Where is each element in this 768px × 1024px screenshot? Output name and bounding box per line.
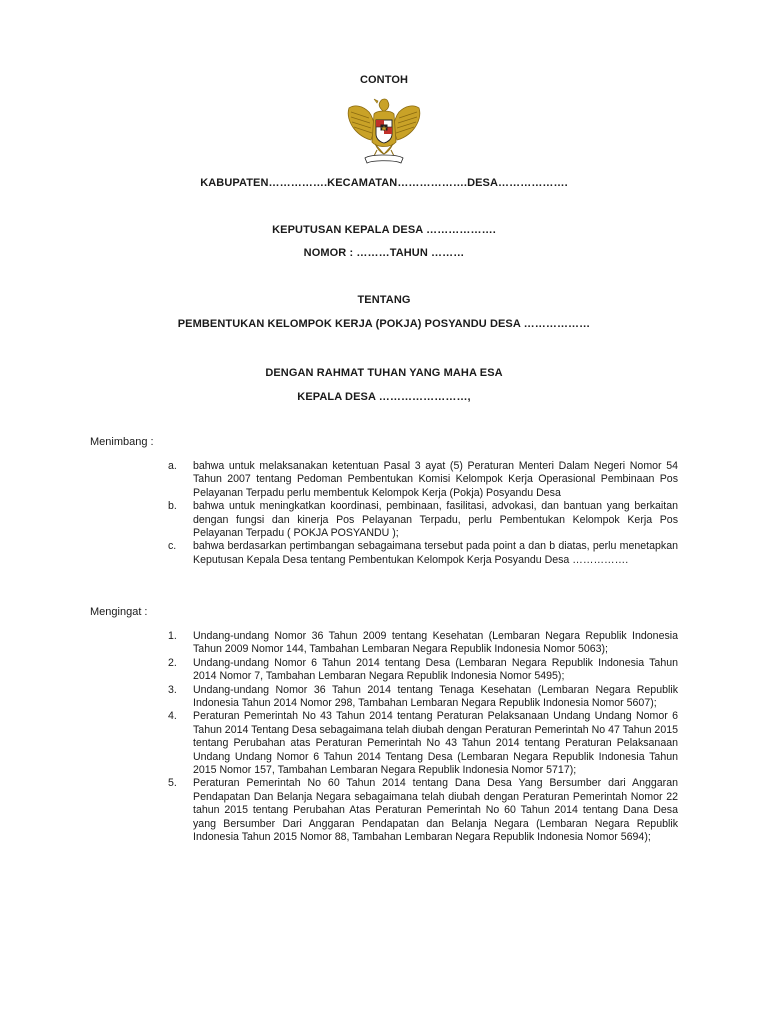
list-marker: 3. [168,683,177,696]
blessing-line: DENGAN RAHMAT TUHAN YANG MAHA ESA [265,367,503,379]
list-item [0,684,768,711]
list-item [0,500,768,540]
sample-label: CONTOH [359,74,409,86]
list-marker: a. [168,460,177,472]
list-marker: 4. [168,710,177,723]
head-of-village-line: KEPALA DESA ……………………, [297,391,471,403]
list-item-text: Undang-undang Nomor 36 Tahun 2014 tentang Tenaga Kesehatan (Lembaran Negara Republik Indonesia Tahun 2014 Nomor 298, Tambahan Lembaran Negara Republik Indonesia Nomor 5607); [193,683,678,710]
mengingat-list [0,630,768,845]
list-item [0,630,768,657]
list-item-text: bahwa untuk melaksanakan ketentuan Pasal 3 ayat (5) Peraturan Menteri Dalam Negeri Nomor 54 Tahun 2007 tentang Pedoman Pembentukan Komisi Kelompok Kerja Operasional Pembinaan Pos Pelayanan Terpadu perlu membentuk Kelompok Kerja (Pokja) Posyandu Desa [193,460,678,499]
mengingat-label: Mengingat : [90,606,148,618]
list-marker: 5. [168,777,177,790]
list-item [0,777,768,844]
list-marker: 2. [168,656,177,669]
decree-title: KEPUTUSAN KEPALA DESA ………………. [272,224,496,236]
list-item [0,710,768,777]
list-item [0,657,768,684]
list-item-text: Peraturan Pemerintah No 43 Tahun 2014 tentang Peraturan Pelaksanaan Undang Undang Nomor 6 Tahun 2014 Tentang Desa sebagaimana telah diubah dengan Peraturan Pemerintah No 47 Tahun 2015 tentang Perubahan atas Peraturan Pemerintah No 43 Tahun 2014 tentang Peraturan Pelaksanaan Undang Undang Nomor 6 Tahun 2014 Tentang Desa (Lembaran Negara Republik Indonesia Tahun 2015 Nomor 157, Tambahan Lembaran Negara Republik Indonesia Nomor 5717); [193,710,678,777]
tentang-heading: TENTANG [357,294,411,306]
region-line: KABUPATEN…………….KECAMATAN……………….DESA………………. [200,177,568,189]
menimbang-list [0,460,768,567]
garuda-pancasila-emblem-icon [341,96,427,168]
list-item [0,540,768,567]
decree-number: NOMOR : ………TAHUN ……… [303,247,465,259]
list-item-text: Peraturan Pemerintah No 60 Tahun 2014 tentang Dana Desa Yang Bersumber dari Anggaran Pendapatan Dan Belanja Negara sebagaimana telah diubah dengan Peraturan Pemerintah Nomor 22 tahun 2015 tentang Perubahan Atas Peraturan Pemerintah No 60 Tahun 2014 tentang Dana Desa yang Bersumber Dari Anggaran Pendapatan dan Belanja Negara (Lembaran Negara Republik Indonesia Tahun 2015 Nomor 88, Tambahan Lembaran Negara Republik Indonesia Nomor 5694); [193,777,678,844]
list-item-text: bahwa berdasarkan pertimbangan sebagaimana tersebut pada point a dan b diatas, perlu menetapkan Keputusan Kepala Desa tentang Pembentukan Kelompok Kerja Posyandu Desa ……………. [193,540,678,566]
list-item-text: Undang-undang Nomor 36 Tahun 2009 tentang Kesehatan (Lembaran Negara Republik Indonesia Tahun 2009 Nomor 144, Tambahan Lembaran Negara Republik Indonesia Nomor 5063); [193,630,678,656]
list-item [0,460,768,500]
list-marker: b. [168,500,177,513]
list-item-text: bahwa untuk meningkatkan koordinasi, pembinaan, fasilitasi, advokasi, dan bantuan yang berkaitan dengan fungsi dan kinerja Pos Pelayanan Terpadu, perlu Pembentukan Kelompok Kerja Pos Pelayanan Terpadu ( POKJA POSYANDU ); [193,500,678,540]
list-marker: c. [168,540,177,553]
decree-subject: PEMBENTUKAN KELOMPOK KERJA (POKJA) POSYANDU DESA ……………… [177,318,591,330]
list-marker: 1. [168,630,177,642]
menimbang-label: Menimbang : [90,436,154,448]
list-item-text: Undang-undang Nomor 6 Tahun 2014 tentang Desa (Lembaran Negara Republik Indonesia Tahun 2014 Nomor 7, Tambahan Lembaran Negara Republik Indonesia Nomor 5495); [193,656,678,683]
